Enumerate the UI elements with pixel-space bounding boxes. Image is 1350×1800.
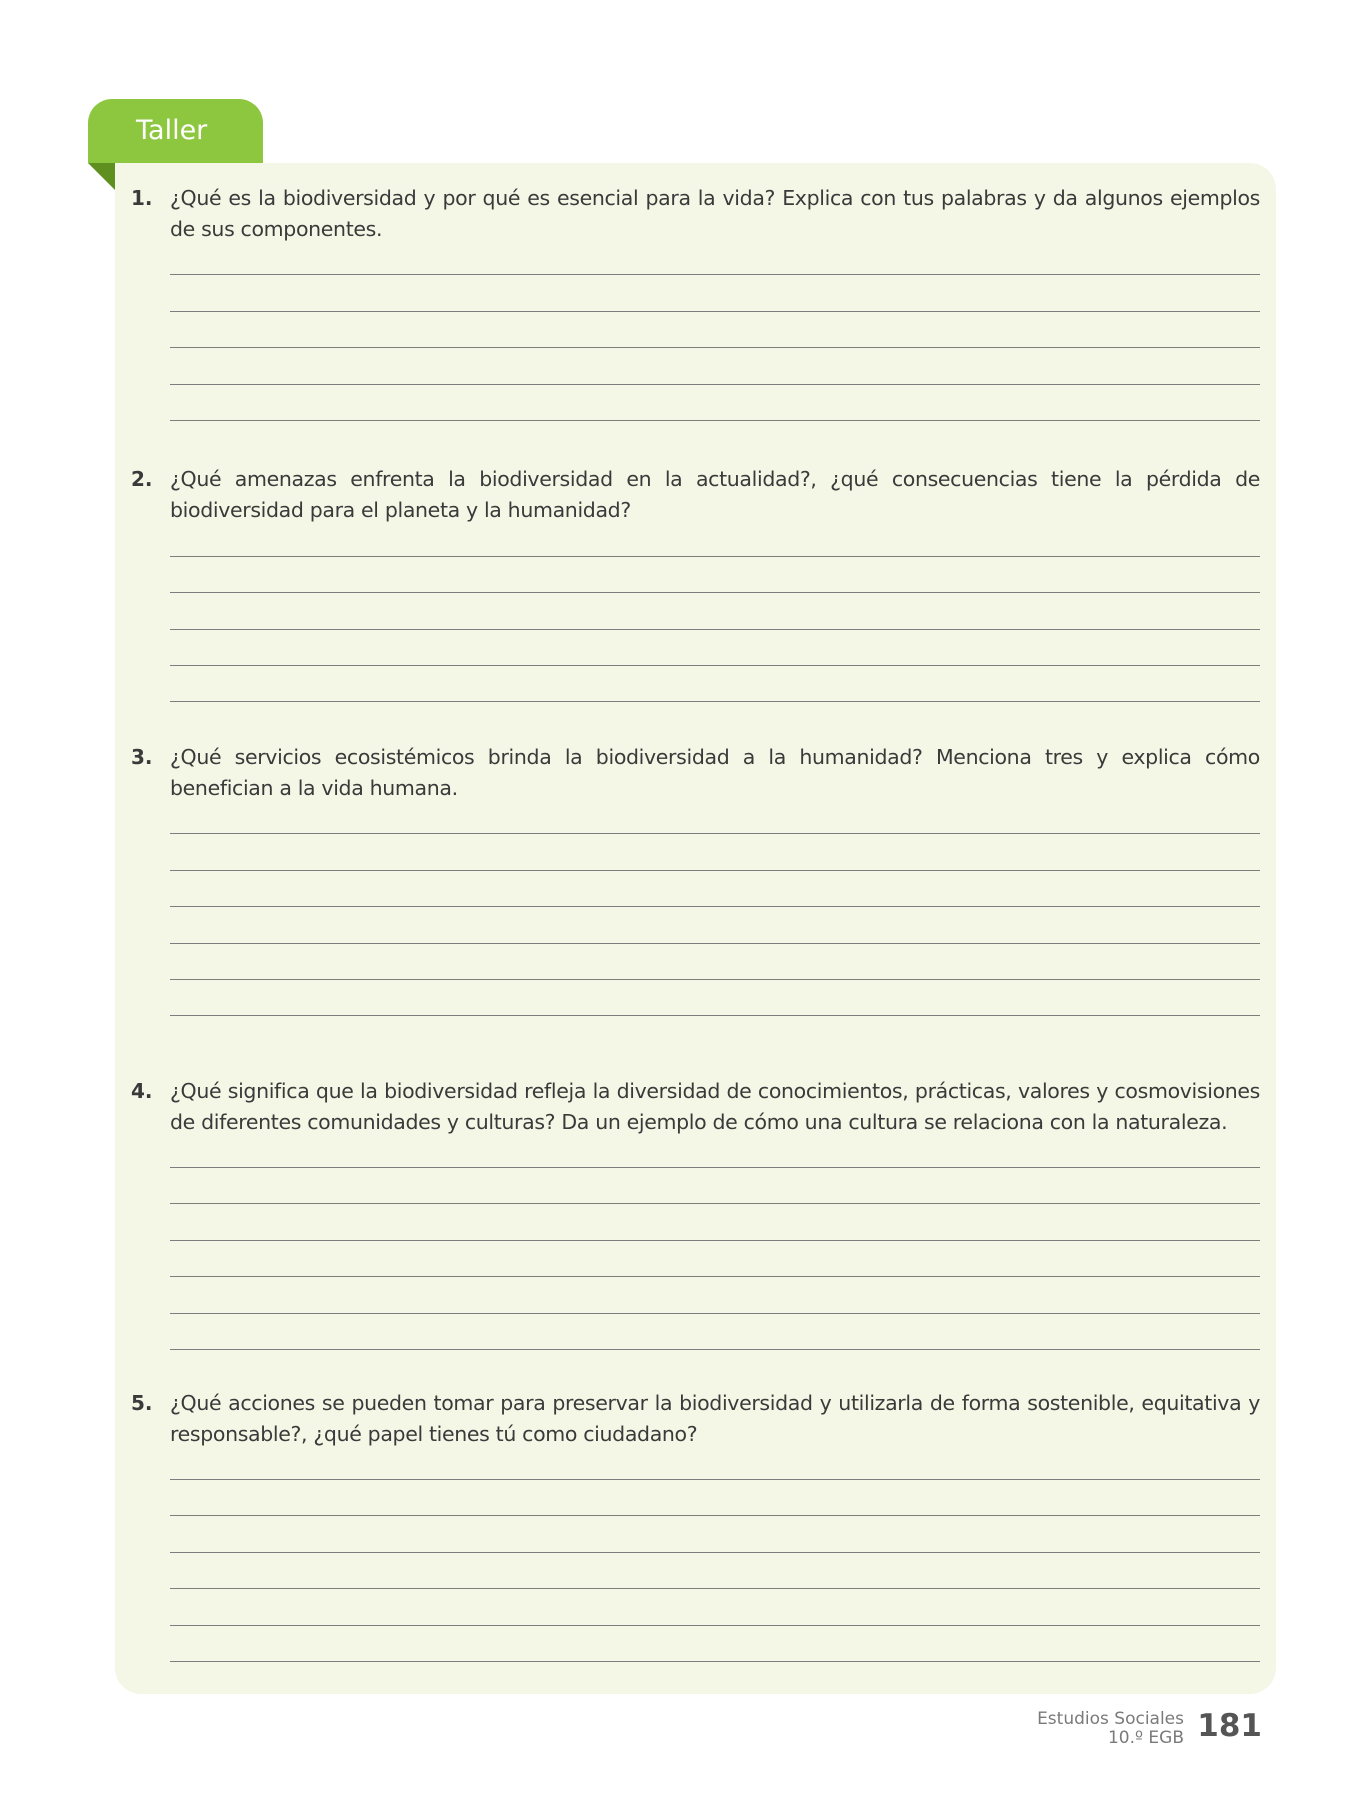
- answer-line[interactable]: [170, 592, 1260, 593]
- question-text: ¿Qué acciones se pueden tomar para preservar la biodiversidad y utilizarla de forma sostenible, equitativa y responsable?, ¿qué papel tienes tú como ciudadano?: [170, 1391, 1260, 1446]
- answer-line[interactable]: [170, 1015, 1260, 1016]
- answer-line[interactable]: [170, 1203, 1260, 1204]
- answer-line[interactable]: [170, 1167, 1260, 1168]
- answer-line[interactable]: [170, 1276, 1260, 1277]
- answer-line[interactable]: [170, 1313, 1260, 1314]
- answer-line[interactable]: [170, 1625, 1260, 1626]
- answer-line[interactable]: [170, 1479, 1260, 1480]
- answer-line[interactable]: [170, 665, 1260, 666]
- question-number: 2.: [131, 467, 153, 491]
- answer-line[interactable]: [170, 384, 1260, 385]
- answer-line[interactable]: [170, 833, 1260, 834]
- tab-fold-corner: [88, 163, 115, 190]
- footer-grade: 10.º EGB: [1107, 1728, 1184, 1748]
- answer-line[interactable]: [170, 1515, 1260, 1516]
- answer-line[interactable]: [170, 979, 1260, 980]
- answer-line[interactable]: [170, 629, 1260, 630]
- answer-line[interactable]: [170, 870, 1260, 871]
- taller-tab: Taller: [88, 99, 263, 163]
- answer-line[interactable]: [170, 311, 1260, 312]
- answer-line[interactable]: [170, 420, 1260, 421]
- answer-line[interactable]: [170, 906, 1260, 907]
- answer-line[interactable]: [170, 556, 1260, 557]
- question-number: 3.: [131, 745, 153, 769]
- question-text: ¿Qué servicios ecosistémicos brinda la biodiversidad a la humanidad? Menciona tres y explica cómo benefician a la vida humana.: [170, 745, 1260, 800]
- answer-line[interactable]: [170, 1552, 1260, 1553]
- question-number: 5.: [131, 1391, 153, 1415]
- answer-line[interactable]: [170, 1661, 1260, 1662]
- page-number: 181: [1197, 1708, 1262, 1744]
- question-text: ¿Qué es la biodiversidad y por qué es esencial para la vida? Explica con tus palabras y da algunos ejemplos de sus componentes.: [170, 186, 1260, 241]
- answer-line[interactable]: [170, 1588, 1260, 1589]
- answer-line[interactable]: [170, 1240, 1260, 1241]
- workshop-panel: [115, 163, 1276, 1694]
- question-number: 1.: [131, 186, 153, 210]
- answer-line[interactable]: [170, 1349, 1260, 1350]
- answer-line[interactable]: [170, 347, 1260, 348]
- question-text: ¿Qué amenazas enfrenta la biodiversidad en la actualidad?, ¿qué consecuencias tiene la pérdida de biodiversidad para el planeta y la humanidad?: [170, 467, 1260, 522]
- answer-line[interactable]: [170, 943, 1260, 944]
- answer-line[interactable]: [170, 701, 1260, 702]
- answer-line[interactable]: [170, 274, 1260, 275]
- question-text: ¿Qué significa que la biodiversidad refleja la diversidad de conocimientos, prácticas, valores y cosmovisiones de diferentes comunidades y culturas? Da un ejemplo de cómo una cultura se relaciona con la naturaleza.: [170, 1079, 1260, 1134]
- question-number: 4.: [131, 1079, 153, 1103]
- footer-subject: Estudios Sociales: [1037, 1709, 1184, 1729]
